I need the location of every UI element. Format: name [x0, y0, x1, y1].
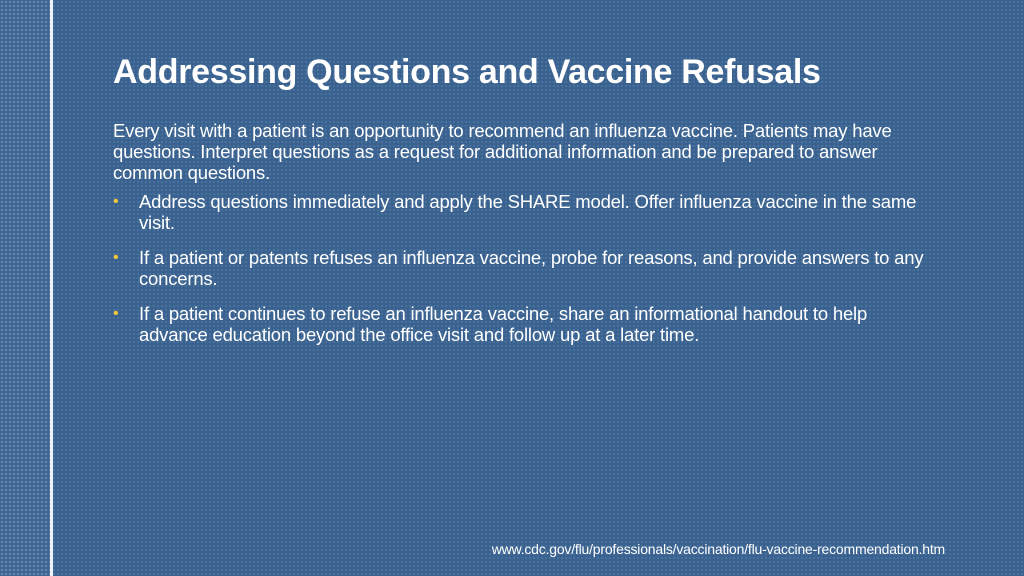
bullet-item	[113, 303, 933, 345]
bullet-item	[113, 247, 933, 289]
bullet-dot-icon: •	[113, 305, 119, 322]
slide-title: Addressing Questions and Vaccine Refusals	[113, 53, 821, 91]
bullet-dot-icon: •	[113, 193, 119, 210]
vertical-divider	[50, 0, 53, 576]
footer-url: www.cdc.gov/flu/professionals/vaccination/flu-vaccine-recommendation.htm	[491, 541, 945, 557]
bullet-dot-icon: •	[113, 249, 119, 266]
bullet-text: Address questions immediately and apply the SHARE model. Offer influenza vaccine in the same visit.	[139, 191, 917, 233]
left-decorative-strip	[0, 0, 50, 576]
intro-paragraph: Every visit with a patient is an opportunity to recommend an influenza vaccine. Patients may have questions. Interpret questions as a request for additional information and be prepared to answer common questions.	[113, 120, 892, 183]
bullet-item	[113, 191, 933, 233]
bullet-text: If a patient continues to refuse an influenza vaccine, share an informational handout to help advance education beyond the office visit and follow up at a later time.	[139, 303, 868, 345]
bullet-list	[113, 191, 933, 345]
slide-content	[113, 50, 933, 359]
bullet-text: If a patient or patents refuses an influenza vaccine, probe for reasons, and provide answers to any concerns.	[139, 247, 924, 289]
